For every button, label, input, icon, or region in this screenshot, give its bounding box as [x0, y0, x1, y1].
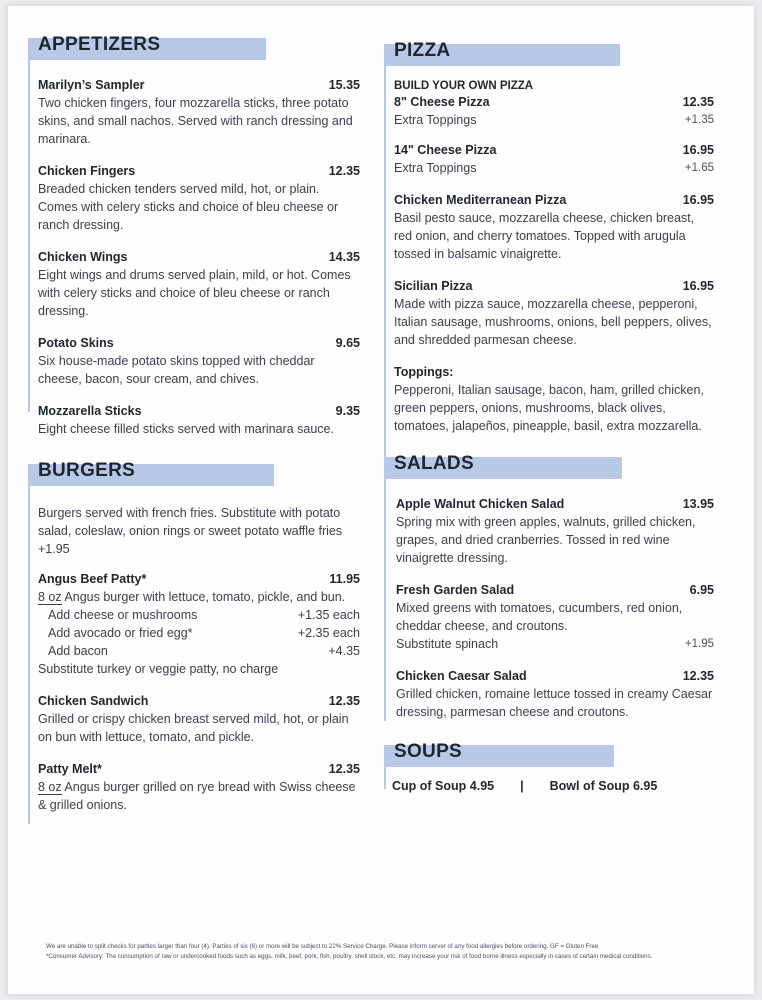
- item-name: Chicken Sandwich: [38, 694, 149, 708]
- addon-label: Add bacon: [48, 644, 108, 658]
- item-price: 12.35: [328, 164, 360, 178]
- item-price: 11.95: [329, 572, 360, 586]
- item-price: 12.35: [328, 762, 360, 776]
- menu-item: [394, 95, 714, 129]
- item-price: 16.95: [682, 143, 714, 157]
- item-name: Sicilian Pizza: [394, 279, 473, 293]
- menu-item: [38, 78, 360, 148]
- item-desc-text: Angus burger with lettuce, tomato, pickle, and bun.: [61, 590, 346, 604]
- pizza-title: PIZZA: [394, 40, 451, 61]
- menu-item: [38, 164, 360, 234]
- cup-price: 4.95: [469, 779, 495, 793]
- item-price: 13.95: [682, 497, 714, 511]
- extra-price: +1.65: [684, 162, 714, 174]
- menu-item: [396, 669, 714, 721]
- byo-title: BUILD YOUR OWN PIZZA: [394, 80, 534, 92]
- burgers-intro: Burgers served with french fries. Substitute with potato salad, coleslaw, onion rings or sweet potato waffle fries +1.95: [38, 506, 343, 556]
- toppings-title: Toppings:: [394, 365, 454, 379]
- menu-item: [38, 572, 360, 678]
- item-desc: Spring mix with green apples, walnuts, grilled chicken, grapes, and dried cranberries. Tossed in red wine vinaigrette dressing.: [396, 515, 696, 565]
- addon-row: [38, 624, 360, 642]
- addon-label: Add cheese or mushrooms: [48, 608, 198, 622]
- item-desc: Basil pesto sauce, mozzarella cheese, chicken breast, red onion, and cherry tomatoes. Topped with arugula tossed in balsamic vinaigrette.: [394, 211, 695, 261]
- bowl-price: 6.95: [632, 779, 658, 793]
- menu-item: [394, 193, 714, 263]
- menu-item: [396, 497, 714, 567]
- menu-item: [38, 762, 360, 814]
- item-desc: Made with pizza sauce, mozzarella cheese, pepperoni, Italian sausage, mushrooms, onions, bell peppers, olives, and shredded parmesan cheese.: [394, 297, 712, 347]
- burgers-list: [28, 504, 360, 814]
- addon-row: [38, 642, 360, 660]
- soups-rule: [384, 759, 386, 789]
- footer-advisory: *Consumer Advisory: The consumption of raw or undercooked foods such as eggs, milk, beef, pork, fish, poultry, shell stock, etc. may increase your risk of food borne illness especially in cases of certain medical conditions.: [46, 953, 653, 960]
- extra-label: Extra Toppings: [394, 161, 477, 175]
- item-desc: Breaded chicken tenders served mild, hot, or plain. Comes with celery sticks and choice of bleu cheese or ranch dressing.: [38, 182, 339, 232]
- substitute-price: +1.95: [684, 638, 714, 650]
- appetizers-list: [28, 78, 360, 438]
- menu-item: [38, 250, 360, 320]
- item-desc: Two chicken fingers, four mozzarella sticks, three potato skins, and small nachos. Served with ranch dressing and marinara.: [38, 96, 353, 146]
- addon-price: +2.35 each: [297, 626, 360, 640]
- salads-rule: [384, 471, 386, 721]
- pizza-rule: [384, 58, 386, 498]
- item-desc: Grilled or crispy chicken breast served mild, hot, or plain on bun with lettuce, tomato, and pickle.: [38, 712, 349, 744]
- item-price: 9.65: [335, 336, 360, 350]
- item-name: Potato Skins: [38, 336, 114, 350]
- cup-label: Cup of Soup: [392, 779, 467, 793]
- item-price: 16.95: [682, 193, 714, 207]
- appetizers-title: APPETIZERS: [38, 34, 161, 55]
- item-price: 12.35: [328, 694, 360, 708]
- item-desc: [38, 588, 360, 606]
- menu-item: [394, 143, 714, 177]
- bowl-of-soup: [550, 779, 658, 793]
- item-name: Patty Melt*: [38, 762, 102, 776]
- menu-item: [38, 404, 360, 438]
- item-desc: Mixed greens with tomatoes, cucumbers, red onion, cheddar cheese, and croutons.: [396, 601, 683, 633]
- item-name: Fresh Garden Salad: [396, 583, 515, 597]
- menu-item: [38, 694, 360, 746]
- salads-title: SALADS: [394, 453, 474, 474]
- item-desc-text: Angus burger grilled on rye bread with Swiss cheese & grilled onions.: [38, 780, 356, 812]
- menu-item: [396, 583, 714, 653]
- pizza-list: [384, 80, 714, 435]
- item-name: 8" Cheese Pizza: [394, 95, 490, 109]
- appetizers-header: [28, 34, 360, 60]
- toppings-block: [394, 365, 714, 435]
- extra-label: Extra Toppings: [394, 113, 477, 127]
- item-desc-lead: 8 oz: [38, 780, 62, 794]
- addon-label: Add avocado or fried egg*: [48, 626, 193, 640]
- item-name: Chicken Caesar Salad: [396, 669, 527, 683]
- salads-list: [384, 497, 714, 721]
- item-name: Chicken Mediterranean Pizza: [394, 193, 567, 207]
- left-column: [28, 34, 360, 830]
- item-desc: [38, 778, 360, 814]
- burgers-rule: [28, 478, 30, 824]
- menu-item: [38, 336, 360, 388]
- appetizers-rule: [28, 52, 30, 412]
- item-desc: Grilled chicken, romaine lettuce tossed in creamy Caesar dressing, parmesan cheese and croutons.: [396, 687, 713, 719]
- item-price: 9.35: [335, 404, 360, 418]
- item-desc: Eight wings and drums served plain, mild, or hot. Comes with celery sticks and choice of bleu cheese or ranch dressing.: [38, 268, 351, 318]
- addon-row: [38, 606, 360, 624]
- item-name: Marilyn’s Sampler: [38, 78, 145, 92]
- soups-row: [384, 779, 714, 793]
- item-price: 16.95: [682, 279, 714, 293]
- soup-separator: |: [520, 779, 524, 793]
- toppings-list: Pepperoni, Italian sausage, bacon, ham, grilled chicken, green peppers, onions, mushrooms, black olives, tomatoes, jalapeños, pineapple, basil, extra mozzarella.: [394, 383, 704, 433]
- burgers-title: BURGERS: [38, 460, 136, 481]
- addon-note: Substitute turkey or veggie patty, no charge: [38, 662, 279, 676]
- salads-header: [384, 453, 714, 479]
- item-desc: Eight cheese filled sticks served with marinara sauce.: [38, 422, 334, 436]
- item-name: Angus Beef Patty*: [38, 572, 147, 586]
- substitute-label: Substitute spinach: [396, 637, 499, 651]
- item-price: 6.95: [689, 583, 714, 597]
- addon-price: +1.35 each: [297, 608, 360, 622]
- item-name: Chicken Fingers: [38, 164, 136, 178]
- item-price: 12.35: [682, 95, 714, 109]
- footer-policy: We are unable to split checks for parties larger than four (4). Parties of six (6) or more will be subject to 22% Service Charge. Please inform server of any food allergies before ordering. GF = Gluten Free: [46, 943, 599, 950]
- item-name: Chicken Wings: [38, 250, 128, 264]
- extra-price: +1.35: [684, 114, 714, 126]
- menu-item: [394, 279, 714, 349]
- item-name: Apple Walnut Chicken Salad: [396, 497, 565, 511]
- addon-price: +4.35: [328, 644, 360, 658]
- item-desc: Six house-made potato skins topped with cheddar cheese, bacon, sour cream, and chives.: [38, 354, 315, 386]
- item-price: 15.35: [328, 78, 360, 92]
- pizza-header: [384, 40, 714, 66]
- bowl-label: Bowl of Soup: [549, 779, 630, 793]
- item-price: 14.35: [328, 250, 360, 264]
- menu-page: [8, 6, 754, 994]
- footer-notes: [46, 942, 746, 962]
- item-desc-lead: 8 oz: [38, 590, 62, 604]
- cup-of-soup: [392, 779, 494, 793]
- item-name: Mozzarella Sticks: [38, 404, 142, 418]
- soups-title: SOUPS: [394, 741, 463, 762]
- item-name: 14" Cheese Pizza: [394, 143, 497, 157]
- burgers-header: [28, 460, 360, 486]
- right-column: [384, 40, 714, 793]
- item-price: 12.35: [682, 669, 714, 683]
- soups-header: [384, 741, 714, 767]
